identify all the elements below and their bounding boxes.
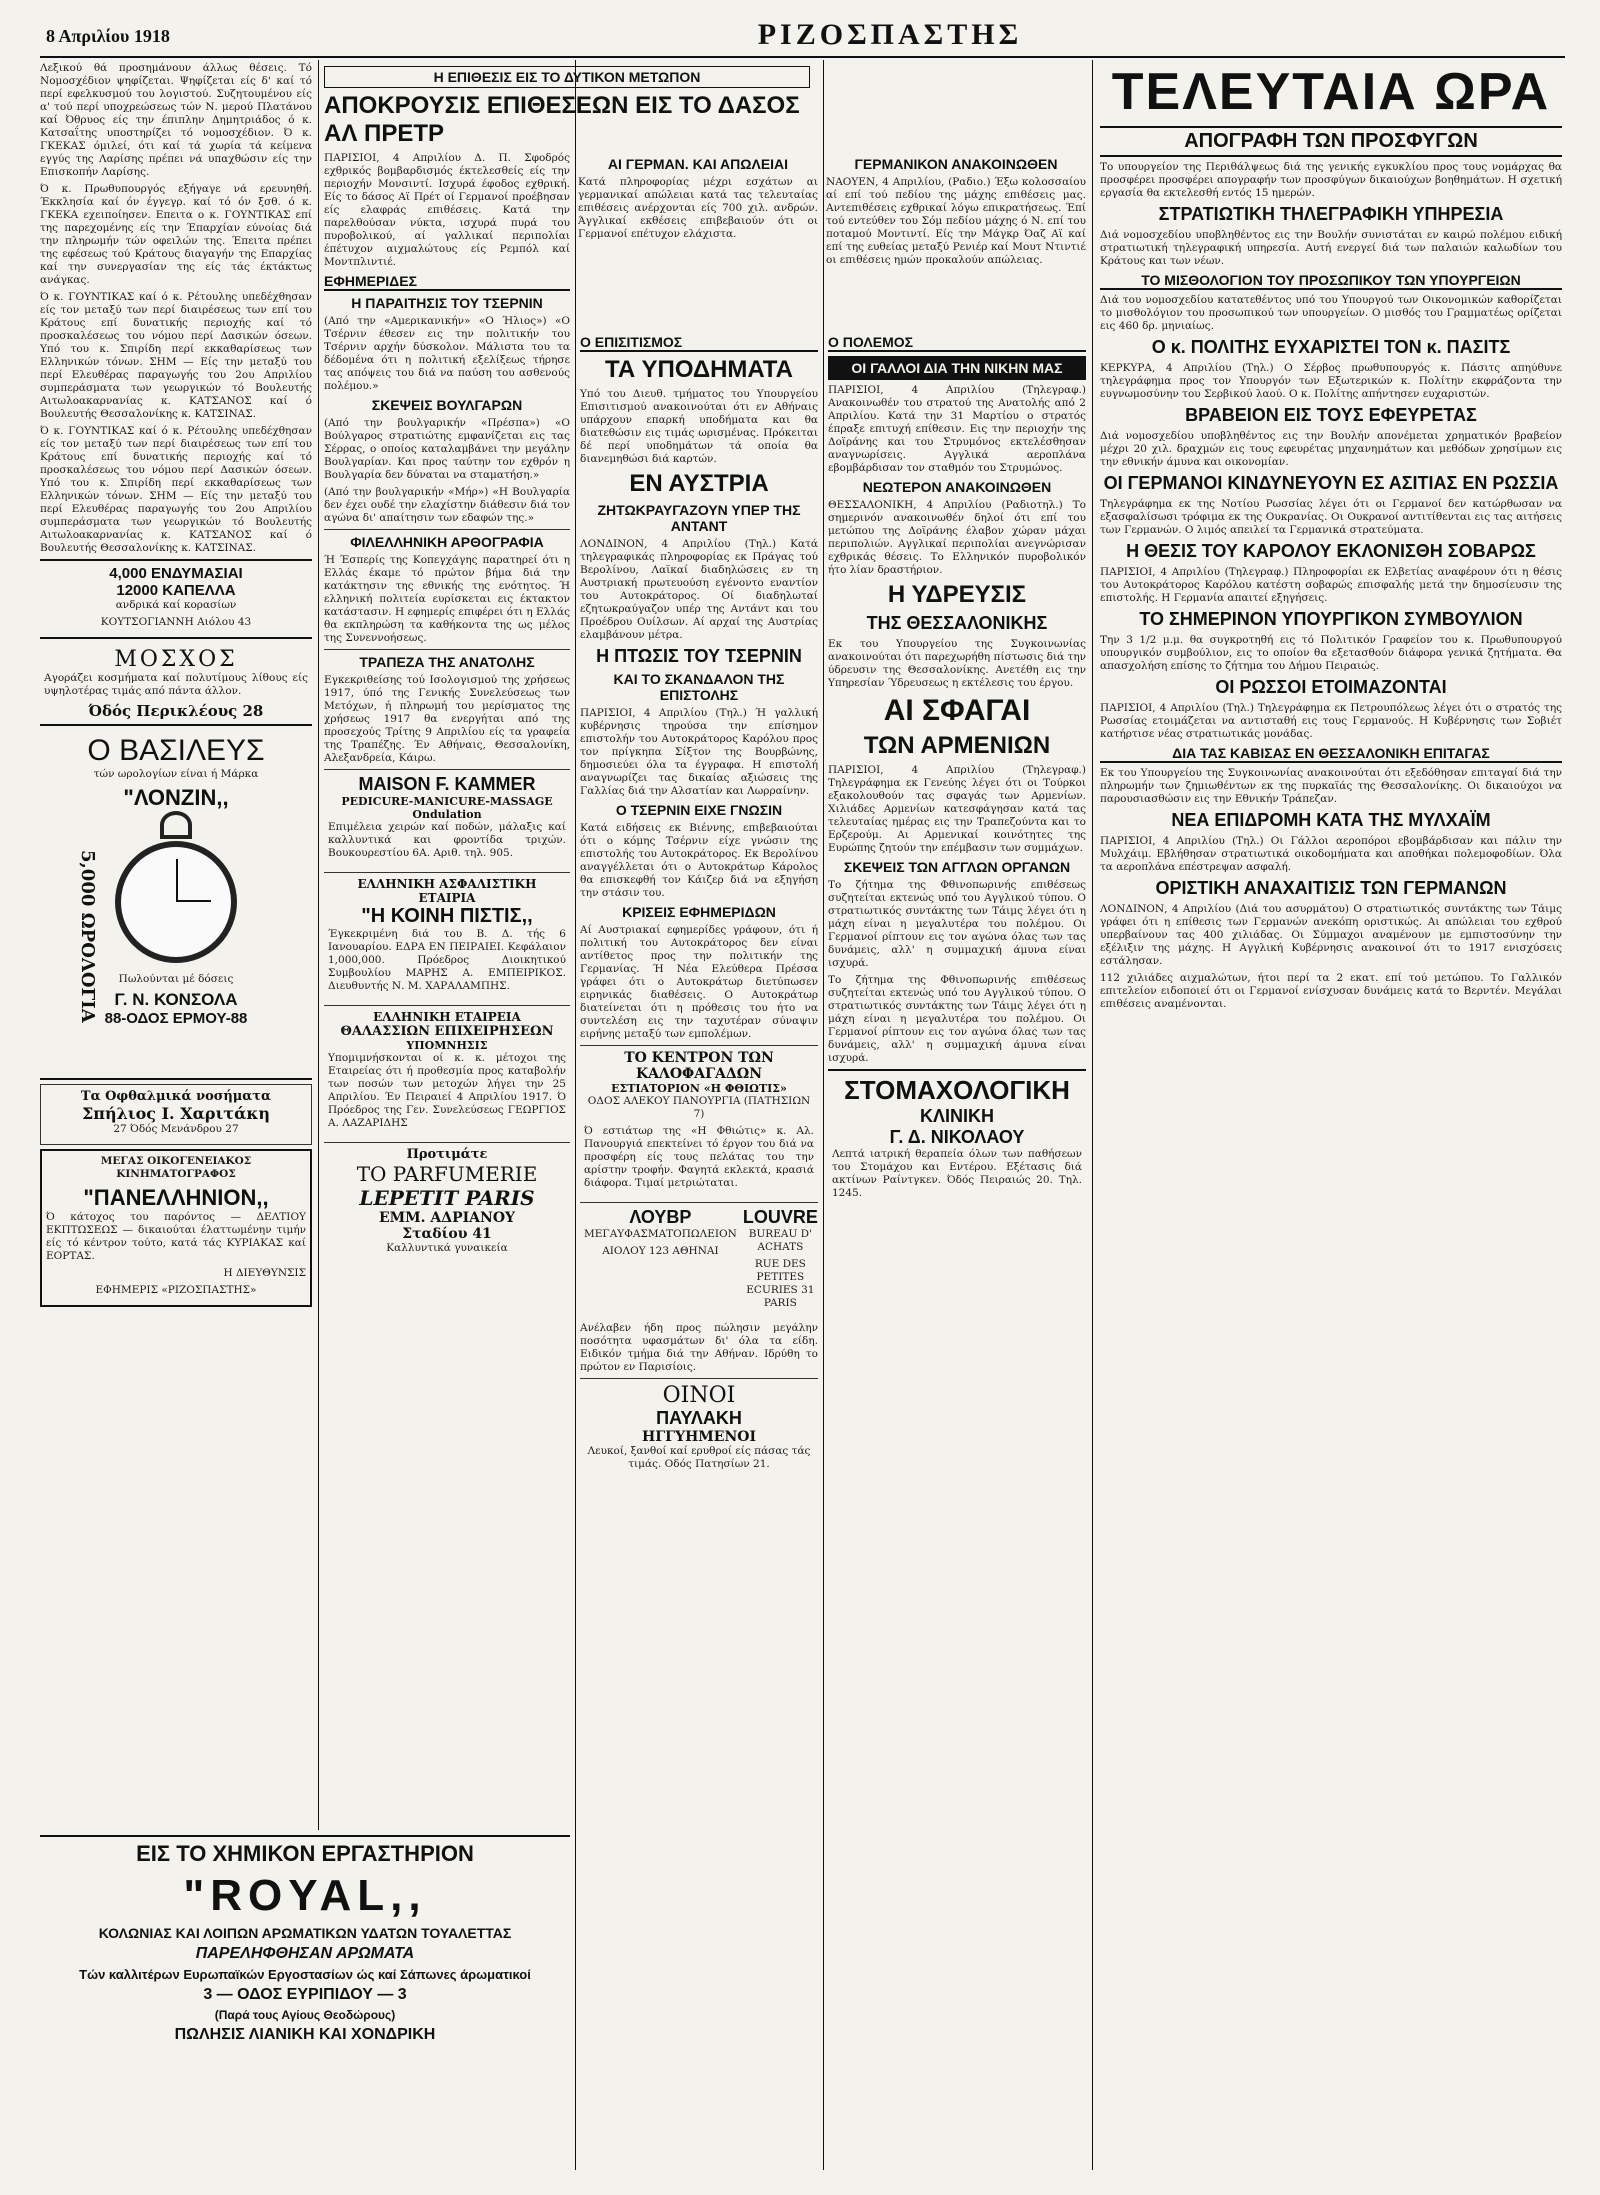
insurance-ad — [324, 872, 570, 1001]
refugees-text: Το υπουργείον της Περιθάλψεως διά της γενικής εγκυκλίου προς τους νομάρχας θα προσφέρει προσφέρει απογραφήν των προσφύγων δικαιούχων βοηθημάτων. Η σχετική εργασία θα εκτελεσθή εντός 15 ημερών. — [1100, 161, 1562, 199]
insurance-text: Έγκεκριμένη διά του Β. Δ. τής 6 Ιανουαρίου. ΕΔΡΑ ΕΝ ΠΕΙΡΑΙΕΙ. Κεφάλαιον 1,000,000. Πρόεδρος Διοικητικού Συμβουλίου ΜΑΡΗΣ Α. ΕΜΠΕΙΡΙΚΟΣ. Διευθυντής Ν. Μ. ΧΑΡΑΛΑΜΠΗΣ. — [328, 928, 566, 992]
watch-crown-icon — [160, 811, 192, 839]
wines-title: ΟΙΝΟΙ — [662, 1383, 736, 1408]
newest-text: ΘΕΣΣΑΛΟΝΙΚΗ, 4 Απριλίου (Ραδιοτηλ.) Το σημερινόν ανακοινωθέν δηλοί ότι επί του μετώπου της Δοϊράνης έλαβον χώραν μάχαι περιπολιών. Αγγλικαί περιπολίαι ανεγνώρισαν εχθρικάς θέσεις. Το Ελληνικόν πυροβολικόν ήτο λίαν δραστήριον. — [828, 499, 1086, 576]
salary-text: Διά του νομοσχεδίου κατατεθέντος υπό του Υπουργού των Οικονομικών καθορίζεται το μισθολόγιον του προσωπικού των υπουργείων. Ο μισθός του Γραμματέως ορίζεται εις 460 δρ. μηνιαίως. — [1100, 294, 1562, 332]
wines-ad — [580, 1378, 818, 1479]
philhellenic-text: Ή Έσπερίς της Κοπεγχάγης παρατηρεί ότι η Ελλάς έκαμε τό πρώτον βήμα διά την κατάκτησιν της εθνικής της ενότητος. Ή ελληνική πολιτεία ευρίσκεται εις έκτακτον κατάστασιν. Η εφημερίς επιφέρει ότι η Ελλάς θα εκπληρώση τα καθήκοντα της ως μέλος της Συνεννοήσεως. — [324, 554, 570, 644]
massacre-sub: ΤΩΝ ΑΡΜΕΝΙΩΝ — [863, 732, 1051, 759]
russians-head: ΟΙ ΡΩΣΣΟΙ ΕΤΟΙΜΑΖΟΝΤΑΙ — [1215, 677, 1447, 697]
german-comm-head: ΓΕΡΜΑΝΙΚΟΝ ΑΝΑΚΟΙΝΩΘΕΝ — [854, 156, 1058, 172]
company-note: ΥΠΟΜΝΗΣΙΣ — [406, 1039, 488, 1052]
watch-ad-shop: Γ. Ν. ΚΟΝΣΟΛΑ — [114, 990, 238, 1009]
german-losses-block — [578, 152, 818, 322]
chem-line-6: ΠΩΛΗΣΙΣ ΛΙΑΝΙΚΗ ΚΑΙ ΧΟΝΔΡΙΚΗ — [174, 2026, 436, 2043]
louvre-right-title: LOUVRE — [742, 1207, 818, 1227]
moschos-ad-text: Αγοράζει κοσμήματα καί πολυτίμους λίθους είς υψηλοτέρας τιμάς από πάντα άλλον. — [44, 672, 308, 697]
chem-line-2: ΠΑΡΕΛΗΦΘΗΣΑΝ ΑΡΩΜΑΤΑ — [195, 1945, 415, 1962]
raid-text: ΠΑΡΙΣΙΟΙ, 4 Απριλίου (Τηλ.) Οι Γάλλοι αεροπόροι εβομβάρδισαν και πάλιν την Μυλχάιμ. Εβλήθησαν στρατιωτικά οικοδομήματα και αποθήκαι πολεμοφοδίων. Όλα τα αεροπλάνα επέστρεψαν ασφαλή. — [1100, 835, 1562, 873]
moschos-ad-title: ΜΟΣΧΟΣ — [114, 647, 238, 672]
clothing-ad — [40, 559, 312, 639]
czernin-fall-sub: ΚΑΙ ΤΟ ΣΚΑΝΔΑΛΟΝ ΤΗΣ ΕΠΙΣΤΟΛΗΣ — [613, 671, 785, 703]
kammer-text: Επιμέλεια χειρών καί ποδών, μάλαξις καί καλλυντικά και φροντίδα τριχών. Βουκουρεστίου 6Α. Αριθ. τηλ. 905. — [328, 821, 566, 859]
column-rule — [823, 60, 824, 2170]
cinema-ad-title: ΜΕΓΑΣ ΟΙΚΟΓΕΝΕΙΑΚΟΣ ΚΙΝΗΜΑΤΟΓΡΑΦΟΣ — [100, 1155, 252, 1180]
perfumerie-name: LEPETIT PARIS — [359, 1186, 535, 1210]
last-hour-title: ΤΕΛΕΥΤΑΙΑ ΩΡΑ — [1111, 63, 1551, 121]
louvre-right-addr: RUE DES PETITES ECURIES 31 PARIS — [746, 1258, 815, 1309]
column-5 — [1100, 62, 1562, 2172]
wines-brand: ΠΑΥΛΑΚΗ — [656, 1408, 742, 1428]
louvre-right — [743, 1207, 818, 1314]
russia-head: ΟΙ ΓΕΡΜΑΝΟΙ ΚΙΝΔΥΝΕΥΟΥΝ ΕΣ ΑΣΙΤΙΑΣ ΕΝ ΡΩΣΣΙΑ — [1103, 473, 1559, 493]
column-rule — [318, 60, 319, 1830]
perfumerie-owner: ΕΜΜ. ΑΔΡΙΑΝΟΥ — [378, 1210, 516, 1226]
louvre-left-sub: ΜΕΓΑΥΦΑΣΜΑΤΟΠΩΛΕΙΟΝ — [584, 1228, 737, 1240]
company-text: Υπομιμνήσκονται οί κ. κ. μέτοχοι της Εταιρείας ότι ή προθεσμία προς καταβολήν των ποσών των μετοχών λήγει την 25 Απριλίου. Έν Πειραιεί 4 Απριλίου 1917. Ό Πρόεδρος της Γεν. Συνελεύσεως ΓΕΩΡΓΙΟΣ Α. ΛΑΖΑΡΙΔΗΣ — [328, 1052, 566, 1129]
insurance-name: "Η ΚΟΙΝΗ ΠΙΣΤΙΣ,, — [361, 905, 533, 927]
watch-ad-addr: 88-ΟΔΟΣ ΕΡΜΟΥ-88 — [104, 1010, 248, 1027]
citizens-head: Ο κ. ΠΟΛΙΤΗΣ ΕΥΧΑΡΙΣΤΕΙ ΤΟΝ κ. ΠΑΣΙΤΣ — [1151, 337, 1511, 357]
cinema-ad-foot: ΕΦΗΜΕΡΙΣ «ΡΙΖΟΣΠΑΣΤΗΣ» — [95, 1284, 257, 1296]
cabinet-head: ΤΟ ΣΗΜΕΡΙΝΟΝ ΥΠΟΥΡΓΙΚΟΝ ΣΥΜΒΟΥΛΙΟΝ — [1139, 609, 1523, 629]
chem-line-5: (Παρά τους Αγίους Θεοδώρους) — [214, 2008, 396, 2022]
main-story-text: ΠΑΡΙΣΙΟΙ, 4 Απριλίου Δ. Π. Σφοδρός εχθρικός βομβαρδισμός έκτελεσθείς είς την περιοχήν Μονσιντί. Ισχυρά έφοδος εχθρική. Είς το δάσος Αϊ Πρέτ οί Γερμανοί προέβησαν είς ελαφράς επιθέσεις. Κατά την παρελθούσαν νύκτα, ισχυρά πυρά του πυροβολικού, αί γαλλικαί περιπολίαι έπέτυχον αιχμαλώτους είς Ρεμπόλ καί Μοντπλιντιέ. — [324, 152, 570, 268]
german-halt-head: ΟΡΙΣΤΙΚΗ ΑΝΑΧΑΙΤΙΣΙΣ ΤΩΝ ΓΕΡΜΑΝΩΝ — [1155, 878, 1507, 898]
louvre-text: Ανέλαβεν ήδη προς πώλησιν μεγάλην ποσότητα υφασμάτων δι' όλα τα είδη. Ειδικόν τμήμα διά την Αθήναν. Ιδρύθη το πρώτον εν Παρισίοις. — [580, 1322, 818, 1373]
inventors-head: ΒΡΑΒΕΙΟΝ ΕΙΣ ΤΟΥΣ ΕΦΕΥΡΕΤΑΣ — [1185, 405, 1477, 425]
perfumerie-note: Καλλυντικά γυναικεία — [386, 1242, 508, 1254]
watch-ad-side: 5,000 ΩΡΟΛΟΓΙΑ — [77, 850, 98, 1023]
austria-text: ΛΟΝΔΙΝΟΝ, 4 Απριλίου (Τηλ.) Κατά τηλεγραφικάς πληροφορίας εκ Πράγας τού Βερολίνου, Λαϊκαί διαδηλώσεις εν τη Αυστριακή πρωτευούση εγένοντο εναντίον του Αυτοκράτορος. Οί διαδηλωταί εζητωκραύγαζον υπέρ της Αντάντ και του Προέδρου Ουίλσων. Αί αρχαί της Αυστρίας ελαμβάνουν μέτρα. — [580, 538, 818, 641]
czernin-text: (Από την «Αμερικανικήν» «Ο Ήλιος») «Ο Τσέρνιν έθεσεν εις την πολιτικήν του Τσέρνιν αρχήν δύσκολον. Μάλιστα του τα δέδομένα ότι η πολιτική εξελίξεως τήρησε τας απόψεις του διά να παύση του ασθενούς πολέμου.» — [324, 315, 570, 392]
issue-date: 8 Απριλίου 1918 — [46, 26, 170, 46]
cinema-ad-name: "ΠΑΝΕΛΛΗΝΙΟΝ,, — [83, 1185, 269, 1210]
perfumerie-title: ΤΟ PARFUMERIE — [356, 1162, 538, 1186]
bank-text: Εγκεκριθείσης τού Ισολογισμού της χρήσεως 1917, ύπό της Γενικής Συνελεύσεως των Μετόχων, ή πληρωμή του μερίσματος της χρήσεως 1917 θα ενεργήται από της προσεχούς Τρίτης 9 Απριλίου είς τα γραφεία της Τραπέζης. Έν Αθήναις, Θεσσαλονίκη, Αλεξανδρεία, Κάιρω. — [324, 674, 570, 764]
clinic-sub: ΚΛΙΝΙΚΗ — [919, 1106, 994, 1126]
press-head: ΚΡΙΣΕΙΣ ΕΦΗΜΕΡΙΔΩΝ — [622, 904, 776, 920]
vulgar-text-2: (Από την βουλγαρικήν «Μήρ») «Η Βουλγαρία δεν έχει ουδέ την ελαχίστην διάθεσιν διά τον αγώνα δι' απαίτησιν των εδαφών της.» — [324, 486, 570, 524]
watch-ad-brand: "ΛΟΝΖΙΝ,, — [123, 785, 229, 810]
clinic-head: ΣΤΟΜΑΧΟΛΟΓΙΚΗ — [844, 1075, 1070, 1105]
moschos-ad-addr: Όδός Περικλέους 28 — [88, 702, 264, 720]
czernin-head: Η ΠΑΡΑΙΤΗΣΙΣ ΤΟΥ ΤΣΕΡΝΙΝ — [351, 295, 543, 311]
chem-line-1: ΚΟΛΩΝΙΑΣ ΚΑΙ ΛΟΙΠΩΝ ΑΡΩΜΑΤΙΚΩΝ ΥΔΑΤΩΝ ΤΟΥΑΛΕΤΤΑΣ — [98, 1925, 512, 1941]
russia-text: Τηλεγράφημα εκ της Νοτίου Ρωσσίας λέγει ότι οι Γερμανοί δεν κατώρθωσαν να εξασφαλίσωσι τρόφιμα εκ της Ουκρανίας. Οι Ουκρανοί αντιτίθενται εις τας αιτήσεις των Γερμανών. Ο λιμός απειλεί τα Γερμανικά στρατεύματα. — [1100, 498, 1562, 536]
eye-ad-doc: Σπήλιος Ι. Χαριτάκη — [81, 1104, 271, 1123]
watch-ad — [40, 730, 312, 1080]
clothing-ad-name: ΚΟΥΤΣΟΓΙΑΝΝΗ Αιόλου 43 — [100, 616, 252, 628]
wines-sub: ΗΓΓΥΗΜΕΝΟΙ — [641, 1429, 757, 1445]
louvre-left — [584, 1207, 737, 1314]
kammer-title: MAISON F. KAMMER — [358, 774, 536, 794]
water-head: Η ΥΔΡΕΥΣΙΣ — [887, 581, 1027, 608]
german-communique-block — [826, 152, 1086, 322]
massacre-head: ΑΙ ΣΦΑΓΑΙ — [883, 694, 1031, 727]
wines-text: Λευκοί, ξανθοί καί ερυθροί είς πάσας τάς τιμάς. Οδός Πατησίων 21. — [587, 1445, 811, 1470]
chem-line-4: 3 — ΟΔΟΣ ΕΥΡΙΠΙΔΟΥ — 3 — [203, 1986, 407, 2003]
kammer-sub: PEDICURE-MANICURE-MASSAGE Ondulation — [341, 795, 553, 821]
moschos-ad — [40, 643, 312, 726]
russians-text: ΠΑΡΙΣΙΟΙ, 4 Απριλίου (Τηλ.) Τηλεγράφημα εκ Πετρουπόλεως λέγει ότι ο στρατός της Ρωσσίας ετοιμάζεται να αντισταθή εις τους Γερμανούς. Η Κυβέρνησις των Σοβιέτ κατήρτισε νέας στρατιωτικάς μονάδας. — [1100, 702, 1562, 740]
clothing-ad-title: 4,000 ΕΝΔΥΜΑΣΙΑΙ — [109, 565, 243, 582]
shoes-text: Υπό του Διευθ. τμήματος του Υπουργείου Επισιτισμού ανακοινούται ότι εν Αθήναις υπάρχουν επαρκή υποδήματα και θα διατεθώσιν εις τιμάς ωρισμένας. Πρόκειται δέ περί υποδημάτων τά οποία θα διανεμηθώσι διά καρτών. — [580, 388, 818, 465]
watch-ad-title: Ο ΒΑΣΙΛΕΥΣ — [87, 734, 265, 767]
restaurant-ad — [580, 1045, 818, 1198]
louvre-left-addr: ΑΙΟΛΟΥ 123 ΑΘΗΝΑΙ — [602, 1245, 719, 1257]
newspapers-label: ΕΦΗΜΕΡΙΔΕΣ — [324, 273, 570, 291]
chem-line-3: Τών καλλιτέρων Ευρωπαϊκών Εργοστασίων ώς καί Σάπωνες άρωματικοί — [79, 1967, 531, 1982]
masthead: ΡΙΖΟΣΠΑΣΤΗΣ — [757, 18, 1023, 51]
telegraph-head: ΣΤΡΑΤΙΩΤΙΚΗ ΤΗΛΕΓΡΑΦΙΚΗ ΥΠΗΡΕΣΙΑ — [1158, 204, 1504, 224]
episitismos-label: Ο ΕΠΙΣΙΤΙΣΜΟΣ — [580, 334, 818, 352]
czernin-fall-head: Η ΠΤΩΣΙΣ ΤΟΥ ΤΣΕΡΝΙΝ — [596, 646, 802, 666]
karl-head: Η ΘΕΣΙΣ ΤΟΥ ΚΑΡΟΛΟΥ ΕΚΛΟΝΙΣΘΗ ΣΟΒΑΡΩΣ — [1126, 541, 1536, 561]
perfumerie-label: Προτιμάτε — [406, 1147, 488, 1162]
parliament-text-3b: Ό κ. ΓΟΥΝΤΙΚΑΣ καί ό κ. Ρέτουλης υπεδέχθησαν είς τον μεταξύ των περί διαιρέσεως των επί του Κράτους επί δυνατικής περιοχής καί τό προσκαλέσεως του νόμου περί Δασικών όσεων. Υπό του κ. Σπιρίδη περί εκκαθαρίσεως των Ελληνικών τόνων. ΣΗΜ — Είς την μεταξύ του περί Ελευθέρας παραγωγής του 2ου Απριλίου συμπεράσματα των γεωργικών τό Βουλευτής Αιτωλοακαρνανίας κ. ΚΑΤΣΑΝΟΣ καί ό Βουλευτής Θεσσαλονίκης κ. ΚΑΤΣΙΝΑΣ. — [40, 425, 312, 554]
cinema-ad-sign: Η ΔΙΕΥΘΥΝΣΙΣ — [223, 1267, 306, 1279]
austria-head: ΕΝ ΑΥΣΤΡΙΑ — [629, 470, 769, 497]
watch-ad-note: Πωλούνται μέ δόσεις — [118, 973, 234, 985]
chem-brand: "ROYAL,, — [183, 1871, 427, 1920]
cinema-ad — [40, 1149, 312, 1307]
perfumerie-addr: Σταδίου 41 — [402, 1226, 492, 1242]
german-losses-head: ΑΙ ΓΕΡΜΑΝ. ΚΑΙ ΑΠΩΛΕΙΑΙ — [607, 156, 789, 172]
water-sub: ΤΗΣ ΘΕΣΣΑΛΟΝΙΚΗΣ — [866, 613, 1048, 633]
column-3 — [580, 330, 818, 2170]
english-thoughts-text-2: Το ζήτημα της Φθινοπωρινής επιθέσεως συζητείται εκτενώς υπό του Αγγλικού τύπου. Ο στρατιωτικός συντάκτης των Τάιμς λέγει ότι η μάχη είναι η μεγαλυτέρα του πολέμου. Οι Γερμανοί ρίπτουν εις τον αγώνα όλας των τας δυνάμεις, αλλ' η συμμαχική άμυνα είναι ισχυρά. — [828, 974, 1086, 1064]
czernin-knew-text: Κατά ειδήσεις εκ Βιέννης, επιβεβαιούται ότι ο κόμης Τσέρνιν είχε γνώσιν της επιστολής του Αυτοκράτορος. Εκ Βερολίνου αναγγέλλεται ότι ο Αυτοκράτωρ Κάρολος θα επισκεφθή τον Κάιζερ διά να εξηγήση την στάσιν του. — [580, 822, 818, 899]
war-label: Ο ΠΟΛΕΜΟΣ — [828, 334, 1086, 352]
column-rule — [575, 60, 576, 2170]
insurance-head: ΕΛΛΗΝΙΚΗ ΑΣΦΑΛΙΣΤΙΚΗ ΕΤΑΙΡΙΑ — [357, 877, 537, 905]
parliament-text-1: Λεξικού θά προσημάνουν άλλως θέσεις. Τό Νομοσχέδιον ψηφίζεται. Ψηφίζεται είς δ' καί τό περί εφελκυσμού του λογιστού. Συζητουμένου είς α' τού περί υποχρεώσεως τών Ν. μερού Πλατάνου καί Όθρυος είς την έπιπλην Δημητριάδος ό κ. Κατσαΐτης υποστηρίζει τό νομοσχέδιον. Ό κ. ΓΚΕΚΑΣ όμιλεί, ότι καί τά χωρία τά κείμενα εγγύς της Λαρίσης πρέπει νά υπαχθώσιν είς την Επισκοπήν Λαρίσης. — [40, 62, 312, 178]
cabinet-text: Την 3 1/2 μ.μ. θα συγκροτηθή εις τό Πολιτικόν Γραφείον του κ. Πρωθυπουργού υπουργικόν συμβούλιον, εις το οποίον θα εξετασθούν διάφορα γενικά ζητήματα. Θα απασχολήση επίσης το ζήτημα του Δήμου Πειραιώς. — [1100, 634, 1562, 672]
czernin-fall-text: ΠΑΡΙΣΙΟΙ, 4 Απριλίου (Τηλ.) Ή γαλλική κυβέρνησις τηρούσα την επίσημον επιστολήν του Αυτοκράτορος Καρόλου προς τον πρίγκηπα Σίξτον της Βουρβώνης, δημοσιεύει όλα τα έγγραφα. Η επιστολή αναγνωρίζει τας δικαίας αξιώσεις της Γαλλίας διά την Αλσατίαν και Λωρραίνην. — [580, 707, 818, 797]
column-1 — [40, 62, 312, 1832]
pocket-watch-icon — [115, 841, 237, 963]
raid-head: ΝΕΑ ΕΠΙΔΡΟΜΗ ΚΑΤΑ ΤΗΣ ΜΥΛΧΑΪΜ — [1171, 810, 1491, 830]
eye-ad-title: Τα Οφθαλμικά νοσήματα — [80, 1089, 272, 1104]
company-notice — [324, 1005, 570, 1138]
chem-head: ΕΙΣ ΤΟ ΧΗΜΙΚΟΝ ΕΡΓΑΣΤΗΡΙΟΝ — [136, 1841, 474, 1866]
parliament-text-3: Ό κ. ΓΟΥΝΤΙΚΑΣ καί ό κ. Ρέτουλης υπεδέχθησαν είς τον μεταξύ των περί διαιρέσεως των επί του Κράτους επί δυνατικής περιοχής καί τό προσκαλέσεως του νόμου περί Δασικών όσεων. Υπό του κ. Σπιρίδη περί εκκαθαρίσεως των Ελληνικών τόνων. ΣΗΜ — Είς την μεταξύ του περί Ελευθέρας παραγωγής του 2ου Απριλίου συμπεράσματα των γεωργικών τό Βουλευτής Αιτωλοακαρνανίας κ. ΚΑΤΣΑΝΟΣ καί ό Βουλευτής Θεσσαλονίκης κ. ΚΑΤΣΙΝΑΣ. — [40, 291, 312, 420]
louvre-left-title: ΛΟΥΒΡ — [629, 1207, 692, 1227]
german-losses-text: Κατά πληροφορίας μέχρι εσχάτων αι γερμανικαί απώλειαι κατά τας τελευταίας επιθέσεις ανέρχονται είς 700 χιλ. ανδρών. Άγγλικαί εκθέσεις επιβεβαιούν ότι οι Γερμανοί επέτυχον ελάχιστα. — [578, 176, 818, 240]
center-sub: ΕΣΤΙΑΤΟΡΙΟΝ «Η ΦΘΙΩΤΙΣ» — [611, 1082, 787, 1095]
kammer-ad — [324, 769, 570, 868]
column-rule — [1092, 60, 1093, 2170]
shoes-head: ΤΑ ΥΠΟΔΗΜΑΤΑ — [605, 356, 793, 383]
press-text: Αί Αυστριακαί εφημερίδες γράφουν, ότι ή πολιτική του Αυτοκράτορος δεν είναι αντίθετος προς την πολιτικήν της Γερμανίας. Ή Νέα Ελεύθερα Πρέσσα γράφει ότι ο Αυτοκράτωρ διετύπωσεν ειρηνικάς διαθέσεις. Ο Αυτοκράτωρ διατείνεται ότι η πρόθεσις του ήτο να συντελέση εις την ταχυτέραν σύναψιν ειρήνης μεταξύ των εμπολέμων. — [580, 924, 818, 1040]
column-4 — [828, 330, 1086, 2170]
louvre-right-sub: BUREAU D' ACHATS — [748, 1228, 812, 1253]
clothing-ad-sub: 12000 ΚΑΠΕΛΛΑ — [116, 582, 236, 599]
czernin-knew-head: Ο ΤΣΕΡΝΙΝ ΕΙΧΕ ΓΝΩΣΙΝ — [615, 802, 783, 818]
company-sub: ΘΑΛΑΣΣΙΩΝ ΕΠΙΧΕΙΡΗΣΕΩΝ — [340, 1024, 554, 1039]
german-comm-text: ΝΑΟΥΕΝ, 4 Απριλίου, (Ραδιο.) Έξω κολοσσαίου αί επί τού πεδίου της μάχης επιθέσεις μας. Αντεπιθέσεις εχθρικαί λόγω επικρατήσεως. Έπί τού εντεύθεν του Σόμ πεδίου μάχης ό Ν. επί του ποταμού Μοντιντί. Είς την Μάγκρ Όαζ Αϊ καί επί της ευθείας μεταξύ Ρενιέρ καί Μουτ Ντιντιέ οι επιθέσεις ημών προκαλούν απώλειας. — [826, 176, 1086, 266]
chemical-lab-ad — [40, 1835, 570, 2182]
center-head: ΤΟ ΚΕΝΤΡΟΝ ΤΩΝ ΚΑΛΟΦΑΓΑΔΩΝ — [624, 1050, 774, 1082]
german-halt-text: ΛΟΝΔΙΝΟΝ, 4 Απριλίου (Διά του ασυρμάτου) Ο στρατιωτικός συντάκτης των Τάιμς γράφει ότι η επίθεσις των Γερμανών ανεκόπη οριστικώς. Αι απώλειαι του εχθρού υπερβαίνουν τας 400 χιλιάδας. Οι Σύμμαχοι αναμένουν με εμπιστοσύνην την εξέλιξιν της μάχης. Η Αγγλική Κυβέρνησις ανακοινοί ότι το 1917 ενισχύσεις εστάλησαν. — [1100, 903, 1562, 967]
salary-head: ΤΟ ΜΙΣΘΟΛΟΓΙΟΝ ΤΟΥ ΠΡΟΣΩΠΙΚΟΥ ΤΩΝ ΥΠΟΥΡΓΕΙΩΝ — [1100, 272, 1562, 290]
center-text: Ό εστιάτωρ της «Η Φθιώτις» κ. Αλ. Πανουργιά επεκτείνει τό έργον του διά να προσφέρη είς τους πελάτας του την αρίστην τροφήν. Φαγητά εκλεκτά, κρασιά διάφορα. Τιμαί μετριώταται. — [584, 1125, 814, 1189]
watch-ad-sub: τών ωρολογίων είναι ή Μάρκα — [93, 768, 259, 780]
perfumerie-ad — [324, 1142, 570, 1263]
cinema-ad-text: Ό κάτοχος του παρόντος — ΔΕΛΤΙΟΥ ΕΚΠΤΩΣΕΩΣ — δικαιούται έλαττωμένην τιμήν είς τό κέντρον τούτο, κατά τάς ΚΥΡΙΑΚΑΣ καί ΕΟΡΤΑΣ. — [46, 1211, 306, 1262]
karl-text: ΠΑΡΙΣΙΟΙ, 4 Απριλίου (Τηλεγραφ.) Πληροφορίαι εκ Ελβετίας αναφέρουν ότι η θέσις του Αυτοκράτορος Καρόλου κατέστη σοβαρώς επισφαλής μετά την δημοσίευσιν της επιστολής. Η Γερμανία απαιτεί εξηγήσεις. — [1100, 566, 1562, 604]
german-halt-text-2: 112 χιλιάδες αιχμαλώτων, ήτοι περί τα 2 εκατ. επί τού μετώπου. Το Γαλλικόν επιτελείον ειδοποιεί ότι οι Γερμανοί ενίσχυσαν δυνάμεις κατά το Βερντέν. Μεγάλαι επιθέσεις αναμένονται. — [1100, 972, 1562, 1010]
english-thoughts-head: ΣΚΕΨΕΙΣ ΤΩΝ ΑΓΓΛΩΝ ΟΡΓΑΝΩΝ — [843, 859, 1071, 875]
massacre-text: ΠΑΡΙΣΙΟΙ, 4 Απριλίου (Τηλεγραφ.) Τηλεγράφημα εκ Γενεύης λέγει ότι οι Τούρκοι εξακολουθούν τας σφαγάς των Αρμενίων. Χιλιάδες Αρμενίων κατεσφάγησαν κατά τας τελευταίας ημέρας εις την Τραπεζούντα και το Ερζερούμ. Αι Αρμενικαί κοινότητες της Ευρώπης ζητούν την επέμβασιν των συμμάχων. — [828, 764, 1086, 854]
newest-head: ΝΕΩΤΕΡΟΝ ΑΝΑΚΟΙΝΩΘΕΝ — [862, 479, 1052, 495]
clinic-doc: Γ. Δ. ΝΙΚΟΛΑΟΥ — [889, 1127, 1025, 1147]
parliament-text-2: Ό κ. Πρωθυπουργός εξήγαγε νά ερευνηθή. Έκκλησία καί όν έγγεγρ. καί τό όν ξσθ. ό κ. ΓΚΕΚΑ εχειποίησεν. Επειτα ο κ. ΓΟΥΝΤΙΚΑΣ επί της παρεχομένης είς την Έπαρχίαν εύνοίας διά την πληρωμήν τών οφειλών της. Έπειτα πρέπει της εφέσεως τού Κράτους διαγαγήν της Επαρχίας καί την συνεργασίαν της είς τάς έκτάκτως ανάγκας. — [40, 183, 312, 286]
philhellenic-head: ΦΙΛΕΛΛΗΝΙΚΗ ΑΡΘΟΓΡΑΦΙΑ — [324, 529, 570, 550]
telegraph-text: Διά νομοσχεδίου υποβληθέντος εις την Βουλήν συνιστάται εν καιρώ πολέμου ειδική στρατιωτική τηλεγραφική υπηρεσία. Αυτή ενεργεί διά των παλαιών καλωδίων του Κράτους και των νέων. — [1100, 229, 1562, 267]
thessaloniki-head: ΔΙΑ ΤΑΣ ΚΑΒΙΣΑΣ ΕΝ ΘΕΣΣΑΛΟΝΙΚΗ ΕΠΙΤΑΓΑΣ — [1100, 745, 1562, 763]
inventors-text: Διά νομοσχεδίου υποβληθέντος εις την Βουλήν απονέμεται χρηματικόν βραβείον μέχρι 20 χιλ. δραχμών εις τους εφευρέτας μηχανημάτων και μεθόδων χρησίμων εις την εθνικήν άμυνα και οικονομίαν. — [1100, 430, 1562, 468]
company-head: ΕΛΛΗΝΙΚΗ ΕΤΑΙΡΕΙΑ — [373, 1010, 521, 1024]
victory-head: ΟΙ ΓΑΛΛΟΙ ΔΙΑ ΤΗΝ ΝΙΚΗΝ ΜΑΣ — [828, 356, 1086, 380]
bank-head: ΤΡΑΠΕΖΑ ΤΗΣ ΑΝΑΤΟΛΗΣ — [324, 649, 570, 670]
citizens-text: ΚΕΡΚΥΡΑ, 4 Απριλίου (Τηλ.) Ο Σέρβος πρωθυπουργός κ. Πάσιτς απηύθυνε τηλεγράφημα προς τον Υπουργόν των Εξωτερικών κ. Πολίτην εκφράζοντα την ευγνωμοσύνην του Σερβικού λαού. Ο κ. Πολίτης απήντησεν ευχαριστών. — [1100, 362, 1562, 400]
eye-ad-addr: 27 Όδός Μενάνδρου 27 — [113, 1123, 239, 1135]
header-rule — [40, 56, 1565, 58]
refugees-head: ΑΠΟΓΡΑΦΗ ΤΩΝ ΠΡΟΣΦΥΓΩΝ — [1100, 126, 1562, 157]
austria-sub: ΖΗΤΩΚΡΑΥΓΑΖΟΥΝ ΥΠΕΡ ΤΗΣ ΑΝΤΑΝΤ — [597, 502, 801, 534]
eye-doctor-ad — [40, 1084, 312, 1145]
vulgar-head: ΣΚΕΨΕΙΣ ΒΟΥΛΓΑΡΩΝ — [371, 397, 523, 413]
center-addr: ΟΔΟΣ ΑΛΕΚΟΥ ΠΑΝΟΥΡΓΙΑ (ΠΑΤΗΣΙΩΝ 7) — [587, 1095, 811, 1120]
clinic-ad — [828, 1069, 1086, 1208]
clothing-ad-desc: ανδρικά καί κορασίων — [115, 599, 237, 611]
clinic-text: Λεπτά ιατρική θεραπεία όλων των παθήσεων του Στομάχου και Εντέρου. Εξέτασις διά ακτίνων Ραίντγκεν. Όδός Πειραιώς 20. Τηλ. 1245. — [832, 1148, 1082, 1199]
main-headline: ΑΠΟΚΡΟΥΣΙΣ ΕΠΙΘΕΣΕΩΝ ΕΙΣ ΤΟ ΔΑΣΟΣ ΑΛ ΠΡΕΤΡ — [324, 92, 800, 147]
victory-text: ΠΑΡΙΣΙΟΙ, 4 Απριλίου (Τηλεγραφ.) Ανακοινωθέν του στρατού της Ανατολής από 2 Απριλίου. Κατά την 31 Μαρτίου ο στρατός έπραξε επιτυχή επίθεσιν. Εις την περιοχήν της Δοϊράνης και του Στρυμόνος εκτελέσθησαν αναγνωρίσεις. Αγγλικά αεροπλάνα εβομβάρδισαν τον σταθμόν του Στρυμώνος. — [828, 384, 1086, 474]
water-text: Εκ του Υπουργείου της Συγκοινωνίας ανακοινούται ότι παρεχωρήθη πίστωσις διά την ύδρευσιν της Θεσσαλονίκης. Ανετέθη εις την Υπηρεσίαν Ύδρευσεως η εκτέλεσις του έργου. — [828, 638, 1086, 689]
vulgar-text: (Από την βουλγαρικήν «Πρέσπα») «Ο Βούλγαρος στρατιώτης εμφανίζεται εις τας Σέρρας, ο οποίος καταλαμβάνει την μεγάλην Βουλγαρίαν. Και προς ταύτην τον εχθρόν η Βουλγαρία δεν δύναται να σταματήση.» — [324, 417, 570, 481]
louvre-ad — [580, 1202, 818, 1318]
english-thoughts-text: Το ζήτημα της Φθινοπωρινής επιθέσεως συζητείται εκτενώς υπό του Αγγλικού τύπου. Ο στρατιωτικός συντάκτης των Τάιμς λέγει ότι η μάχη είναι η μεγαλυτέρα του πολέμου. Οι Γερμανοί ρίπτουν εις τον αγώνα όλας των τας δυνάμεις, αλλ' η συμμαχική άμυνα είναι ισχυρά. — [828, 879, 1086, 969]
section-label-western-front: Η ΕΠΙΘΕΣΙΣ ΕΙΣ ΤΟ ΔΥΤΙΚΟΝ ΜΕΤΩΠΟΝ — [324, 66, 810, 88]
thessaloniki-text: Εκ του Υπουργείου της Συγκοινωνίας ανακοινούται ότι εξεδόθησαν επιταγαί διά την πληρωμήν των ζημιωθέντων εκ της πυρκαϊάς της Θεσσαλονίκης. Οι δικαιούχοι να παρουσιασθώσιν εις την Εθνικήν Τράπεζαν. — [1100, 767, 1562, 805]
